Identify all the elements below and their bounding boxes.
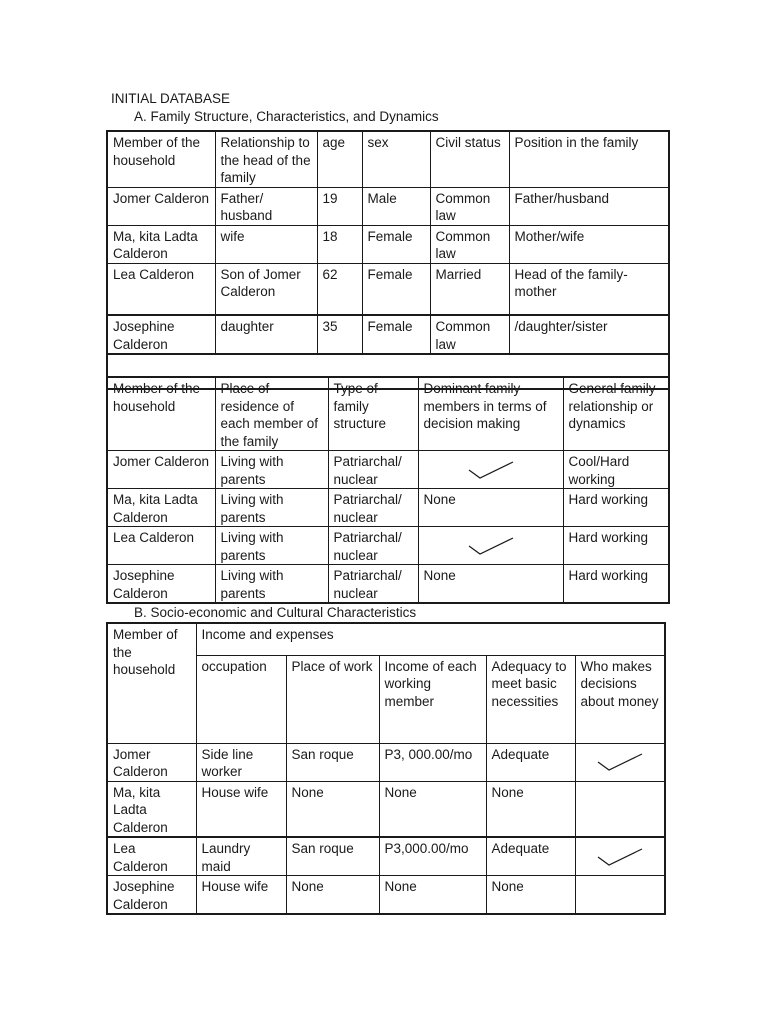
- age-cell: 19: [317, 187, 362, 225]
- civil-status-cell: Common law: [430, 315, 509, 354]
- structure-cell: Patriarchal/ nuclear: [328, 527, 418, 565]
- dynamics-header: General family relationship or dynamics: [563, 377, 669, 451]
- occupation-cell: Side line worker: [196, 743, 286, 781]
- residence-cell: Living with parents: [215, 451, 328, 489]
- table-header-row: [107, 131, 669, 187]
- dynamics-cell: Hard working: [563, 489, 669, 527]
- income-header: Income of each working member: [379, 655, 486, 743]
- member-cell: Josephine Calderon: [107, 315, 215, 354]
- income-cell: P3, 000.00/mo: [379, 743, 486, 781]
- socio-economic-table: [106, 622, 666, 915]
- table-row: [107, 837, 665, 876]
- residence-cell: Living with parents: [215, 489, 328, 527]
- table-row: [107, 781, 665, 837]
- decision-maker-cell: [575, 876, 665, 915]
- sex-header: sex: [362, 131, 430, 187]
- age-cell: 18: [317, 225, 362, 263]
- member-header: Member of the household: [107, 623, 196, 743]
- member-cell: Jomer Calderon: [107, 451, 215, 489]
- table-row: [107, 451, 669, 489]
- table-row: [107, 187, 669, 225]
- sex-cell: Female: [362, 315, 430, 354]
- relationship-cell: Son of Jomer Calderon: [215, 263, 317, 315]
- member-cell: Josephine Calderon: [107, 876, 196, 915]
- table-row: [107, 743, 665, 781]
- section-b-title: B. Socio-economic and Cultural Characteristics: [134, 605, 417, 620]
- dynamics-cell: Hard working: [563, 527, 669, 565]
- table-row: [107, 263, 669, 315]
- member-header: Member of the household: [107, 377, 215, 451]
- position-header: Position in the family: [509, 131, 669, 187]
- place-of-work-cell: San roque: [286, 743, 379, 781]
- member-cell: Lea Calderon: [107, 263, 215, 315]
- place-of-work-cell: None: [286, 781, 379, 837]
- check-mark-icon: [595, 845, 645, 869]
- income-expenses-header: Income and expenses: [196, 623, 665, 655]
- structure-header: Type of family structure: [328, 377, 418, 451]
- occupation-header: occupation: [196, 655, 286, 743]
- table-row: [107, 489, 669, 527]
- table-row: [107, 876, 665, 915]
- member-cell: Jomer Calderon: [107, 743, 196, 781]
- sex-cell: Male: [362, 187, 430, 225]
- table-row: [107, 225, 669, 263]
- occupation-cell: Laundry maid: [196, 837, 286, 876]
- member-cell: Ma, kita Ladta Calderon: [107, 781, 196, 837]
- relationship-cell: wife: [215, 225, 317, 263]
- table-row: [107, 527, 669, 565]
- table-row: [107, 565, 669, 604]
- dominant-cell: None: [418, 489, 563, 527]
- adequacy-header: Adequacy to meet basic necessities: [486, 655, 575, 743]
- occupation-cell: House wife: [196, 876, 286, 915]
- decision-maker-header: Who makes decisions about money: [575, 655, 665, 743]
- member-cell: Jomer Calderon: [107, 187, 215, 225]
- position-cell: Mother/wife: [509, 225, 669, 263]
- adequacy-cell: Adequate: [486, 743, 575, 781]
- decision-maker-cell: [575, 837, 665, 876]
- dominant-cell: [418, 527, 563, 565]
- document-title: INITIAL DATABASE: [111, 91, 231, 106]
- position-cell: /daughter/sister: [509, 315, 669, 354]
- check-mark-icon: [466, 458, 516, 482]
- civil-status-header: Civil status: [430, 131, 509, 187]
- income-cell: P3,000.00/mo: [379, 837, 486, 876]
- position-cell: Father/husband: [509, 187, 669, 225]
- structure-cell: Patriarchal/ nuclear: [328, 565, 418, 604]
- member-header: Member of the household: [107, 131, 215, 187]
- member-cell: Josephine Calderon: [107, 565, 215, 604]
- member-cell: Ma, kita Ladta Calderon: [107, 489, 215, 527]
- dominant-cell: [418, 451, 563, 489]
- adequacy-cell: None: [486, 781, 575, 837]
- income-cell: None: [379, 876, 486, 915]
- check-mark-icon: [595, 750, 645, 774]
- dynamics-cell: Cool/Hard working: [563, 451, 669, 489]
- residence-cell: Living with parents: [215, 565, 328, 604]
- civil-status-cell: Common law: [430, 225, 509, 263]
- income-cell: None: [379, 781, 486, 837]
- decision-maker-cell: [575, 781, 665, 837]
- place-of-work-header: Place of work: [286, 655, 379, 743]
- civil-status-cell: Married: [430, 263, 509, 315]
- sex-cell: Female: [362, 263, 430, 315]
- table-header-row: [107, 623, 665, 655]
- family-structure-table: [106, 130, 670, 390]
- age-header: age: [317, 131, 362, 187]
- dominant-header: Dominant family members in terms of decision making: [418, 377, 563, 451]
- relationship-cell: Father/ husband: [215, 187, 317, 225]
- place-of-work-cell: San roque: [286, 837, 379, 876]
- dominant-cell: None: [418, 565, 563, 604]
- structure-cell: Patriarchal/ nuclear: [328, 451, 418, 489]
- sex-cell: Female: [362, 225, 430, 263]
- position-cell: Head of the family-mother: [509, 263, 669, 315]
- table-row: [107, 315, 669, 354]
- member-cell: Ma, kita Ladta Calderon: [107, 225, 215, 263]
- age-cell: 62: [317, 263, 362, 315]
- residence-header: Place of residence of each member of the family: [215, 377, 328, 451]
- adequacy-cell: Adequate: [486, 837, 575, 876]
- member-cell: Lea Calderon: [107, 837, 196, 876]
- occupation-cell: House wife: [196, 781, 286, 837]
- member-cell: Lea Calderon: [107, 527, 215, 565]
- decision-maker-cell: [575, 743, 665, 781]
- relationship-cell: daughter: [215, 315, 317, 354]
- family-dynamics-table: [106, 376, 670, 604]
- check-mark-icon: [466, 534, 516, 558]
- section-a-title: A. Family Structure, Characteristics, and Dynamics: [134, 109, 439, 124]
- place-of-work-cell: None: [286, 876, 379, 915]
- age-cell: 35: [317, 315, 362, 354]
- dynamics-cell: Hard working: [563, 565, 669, 604]
- civil-status-cell: Common law: [430, 187, 509, 225]
- adequacy-cell: None: [486, 876, 575, 915]
- relationship-header: Relationship to the head of the family: [215, 131, 317, 187]
- structure-cell: Patriarchal/ nuclear: [328, 489, 418, 527]
- table-header-row: [107, 377, 669, 451]
- residence-cell: Living with parents: [215, 527, 328, 565]
